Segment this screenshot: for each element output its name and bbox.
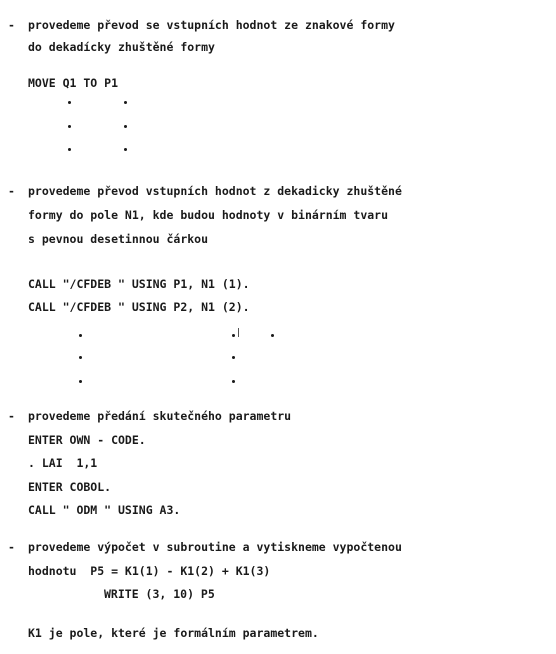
code-line: ENTER COBOL. [28, 480, 112, 494]
ellipsis-dot [68, 125, 71, 128]
code-line: MOVE Q1 TO P1 [28, 76, 119, 90]
text-line: provedeme výpočet v subroutine a vytiskneme vypočtenou [28, 540, 402, 554]
text-line: provedeme předání skutečného parametru [28, 409, 292, 423]
code-line: . LAI 1,1 [28, 456, 98, 470]
text-line: provedeme převod vstupních hodnot z dekadicky zhuštěné [28, 184, 402, 198]
ellipsis-dot [232, 334, 235, 337]
bullet-dash: - [8, 409, 15, 423]
code-line: CALL "/CFDEB " USING P2, N1 (2). [28, 300, 250, 314]
code-line: ENTER OWN - CODE. [28, 433, 146, 447]
ellipsis-dot [68, 148, 71, 151]
ellipsis-dot [271, 334, 274, 337]
margin-mark [238, 328, 239, 337]
ellipsis-dot [79, 356, 82, 359]
ellipsis-dot [232, 356, 235, 359]
ellipsis-dot [68, 101, 71, 104]
code-line: CALL " ODM " USING A3. [28, 503, 181, 517]
ellipsis-dot [232, 380, 235, 383]
code-line: WRITE (3, 10) P5 [104, 587, 215, 601]
bullet-dash: - [8, 18, 15, 32]
note-line: K1 je pole, které je formálním parametrem. [28, 626, 319, 640]
ellipsis-dot [124, 125, 127, 128]
text-line: provedeme převod se vstupních hodnot ze znakové formy [28, 18, 395, 32]
text-line: formy do pole N1, kde budou hodnoty v binárním tvaru [28, 208, 389, 222]
formula-line: hodnotu P5 = K1(1) - K1(2) + K1(3) [28, 564, 271, 578]
ellipsis-dot [79, 334, 82, 337]
text-line: do dekadícky zhuštěné formy [28, 40, 215, 54]
text-line: s pevnou desetinnou čárkou [28, 232, 209, 246]
ellipsis-dot [79, 380, 82, 383]
ellipsis-dot [124, 101, 127, 104]
code-line: CALL "/CFDEB " USING P1, N1 (1). [28, 277, 250, 291]
bullet-dash: - [8, 184, 15, 198]
bullet-dash: - [8, 540, 15, 554]
ellipsis-dot [124, 148, 127, 151]
